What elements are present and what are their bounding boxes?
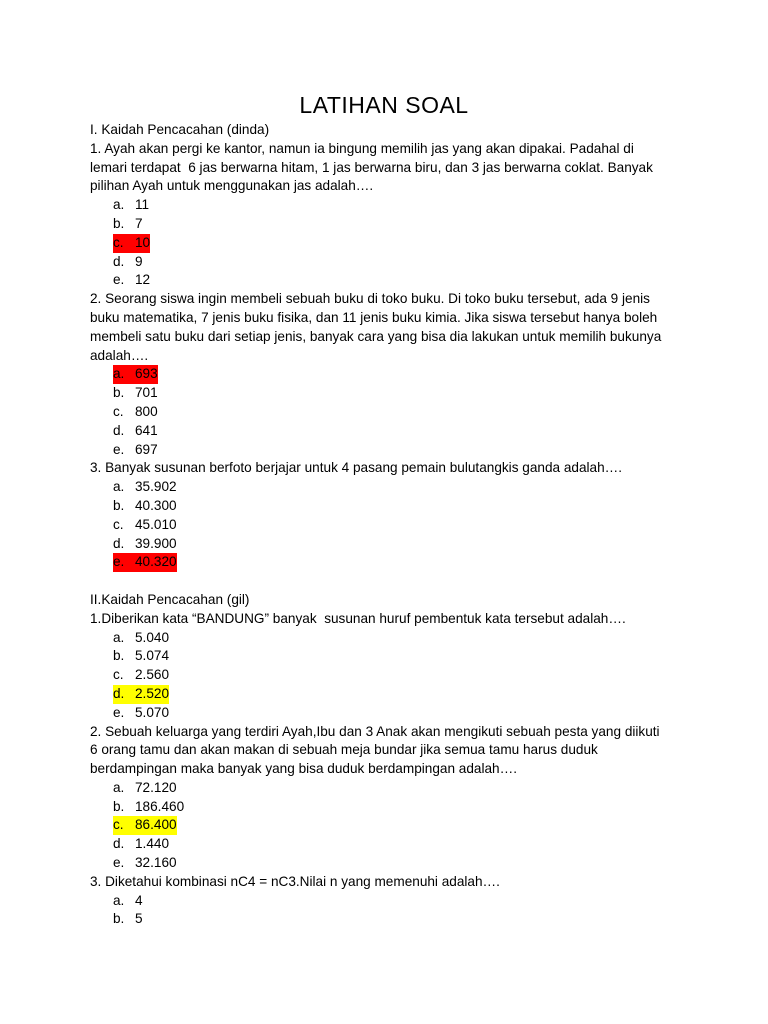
- question-text-line: 1. Ayah akan pergi ke kantor, namun ia bingung memilih jas yang akan dipakai. Padahal di: [90, 140, 634, 156]
- option-value: 1.440: [135, 836, 170, 852]
- option-value: 10: [135, 234, 151, 250]
- option-letter: b.: [113, 798, 125, 814]
- answer-option: [90, 798, 690, 817]
- option-letter: a.: [113, 629, 125, 645]
- option-letter: d.: [113, 422, 125, 438]
- option-body: [113, 892, 143, 911]
- option-letter: a.: [113, 892, 125, 908]
- option-value: 693: [135, 366, 158, 382]
- option-letter: a.: [113, 479, 125, 495]
- option-value: 5.040: [135, 629, 170, 645]
- answer-option: [90, 892, 690, 911]
- option-body: [113, 441, 158, 460]
- question-text-line: 2. Sebuah keluarga yang terdiri Ayah,Ibu dan 3 Anak akan mengikuti sebuah pesta yang diikuti: [90, 723, 660, 739]
- option-letter: d.: [113, 685, 125, 701]
- question-text-line: lemari terdapat 6 jas berwarna hitam, 1 jas berwarna biru, dan 3 jas berwarna coklat. Banyak: [90, 159, 653, 175]
- option-value: 701: [135, 385, 158, 401]
- answer-options: [90, 365, 690, 459]
- question-text-line: 6 orang tamu dan akan makan di sebuah meja bundar jika semua tamu harus duduk: [90, 742, 598, 758]
- answer-option: [90, 854, 690, 873]
- option-body: [113, 854, 177, 873]
- option-letter: e.: [113, 855, 125, 871]
- answer-option: [90, 535, 690, 554]
- option-value: 5.070: [135, 704, 170, 720]
- option-value: 4: [135, 892, 143, 908]
- answer-option: [90, 704, 690, 723]
- option-body: [113, 196, 149, 215]
- option-value: 2.560: [135, 667, 170, 683]
- option-body: [113, 384, 158, 403]
- answer-option: [90, 422, 690, 441]
- answer-option: [90, 779, 690, 798]
- option-body: [113, 629, 169, 648]
- option-value: 9: [135, 253, 143, 269]
- answer-option: [90, 234, 690, 253]
- answer-option: [90, 253, 690, 272]
- option-letter: e.: [113, 272, 125, 288]
- option-value: 32.160: [135, 855, 177, 871]
- answer-option: [90, 196, 690, 215]
- answer-options: [90, 892, 690, 930]
- option-value: 35.902: [135, 479, 177, 495]
- option-letter: a.: [113, 366, 125, 382]
- answer-option: [90, 647, 690, 666]
- answer-option: [90, 835, 690, 854]
- highlighted-answer: [113, 553, 177, 572]
- question-text-line: berdampingan maka banyak yang bisa duduk berdampingan adalah….: [90, 761, 517, 777]
- option-body: [113, 422, 158, 441]
- option-letter: b.: [113, 648, 125, 664]
- answer-option: [90, 271, 690, 290]
- option-letter: b.: [113, 215, 125, 231]
- answer-options: [90, 629, 690, 723]
- option-body: [113, 647, 169, 666]
- option-body: [113, 779, 177, 798]
- question-text-line: buku matematika, 7 jenis buku fisika, dan 11 jenis buku kimia. Jika siswa tersebut hanya boleh: [90, 309, 658, 325]
- option-value: 5: [135, 911, 143, 927]
- option-letter: e.: [113, 441, 125, 457]
- answer-option: [90, 403, 690, 422]
- option-body: [113, 403, 158, 422]
- option-letter: a.: [113, 197, 125, 213]
- option-letter: c.: [113, 667, 124, 683]
- question-text-line: 2. Seorang siswa ingin membeli sebuah buku di toko buku. Di toko buku tersebut, ada 9 jenis: [90, 291, 650, 307]
- answer-options: [90, 478, 690, 572]
- option-value: 12: [135, 272, 151, 288]
- option-value: 7: [135, 215, 143, 231]
- answer-option: [90, 365, 690, 384]
- answer-option: [90, 215, 690, 234]
- answer-options: [90, 779, 690, 873]
- question-text-line: pilihan Ayah untuk menggunakan jas adalah….: [90, 178, 374, 194]
- option-value: 11: [135, 197, 150, 213]
- answer-option: [90, 497, 690, 516]
- option-value: 5.074: [135, 648, 170, 664]
- option-letter: b.: [113, 911, 125, 927]
- option-value: 40.320: [135, 554, 177, 570]
- answer-option: [90, 516, 690, 535]
- section-heading: I. Kaidah Pencacahan (dinda): [90, 122, 270, 137]
- option-value: 186.460: [135, 798, 185, 814]
- option-letter: c.: [113, 403, 124, 419]
- option-value: 86.400: [135, 817, 177, 833]
- highlighted-answer: [113, 816, 177, 835]
- option-body: [113, 798, 184, 817]
- option-letter: d.: [113, 836, 125, 852]
- question-text-line: membeli satu buku dari setiap jenis, banyak cara yang bisa dia lakukan untuk memilih bukunya: [90, 328, 662, 344]
- option-body: [113, 535, 177, 554]
- highlighted-answer: [113, 685, 169, 704]
- option-letter: c.: [113, 516, 124, 532]
- answer-option: [90, 441, 690, 460]
- highlighted-answer: [113, 365, 158, 384]
- option-letter: d.: [113, 535, 125, 551]
- question-text-line: adalah….: [90, 347, 149, 363]
- option-letter: a.: [113, 779, 125, 795]
- option-body: [113, 497, 177, 516]
- option-body: [113, 215, 143, 234]
- option-value: 2.520: [135, 685, 170, 701]
- option-body: [113, 835, 169, 854]
- question-text-line: 3. Banyak susunan berfoto berjajar untuk 4 pasang pemain bulutangkis ganda adalah….: [90, 460, 623, 476]
- option-body: [113, 253, 143, 272]
- answer-option: [90, 910, 690, 929]
- section-heading: II.Kaidah Pencacahan (gil): [90, 591, 250, 607]
- option-body: [113, 910, 143, 929]
- answer-option: [90, 478, 690, 497]
- option-letter: c.: [113, 234, 124, 250]
- option-letter: e.: [113, 704, 125, 720]
- option-letter: c.: [113, 817, 124, 833]
- question-text-line: 1.Diberikan kata “BANDUNG” banyak susunan huruf pembentuk kata tersebut adalah….: [90, 610, 626, 626]
- option-value: 72.120: [135, 779, 177, 795]
- answer-option: [90, 685, 690, 704]
- answer-option: [90, 384, 690, 403]
- option-letter: b.: [113, 497, 125, 513]
- option-value: 800: [135, 403, 158, 419]
- option-value: 697: [135, 441, 158, 457]
- option-body: [113, 516, 177, 535]
- option-letter: b.: [113, 385, 125, 401]
- section-spacer: [90, 572, 690, 591]
- answer-option: [90, 553, 690, 572]
- highlighted-answer: [113, 234, 150, 253]
- answer-option: [90, 629, 690, 648]
- option-value: 39.900: [135, 535, 177, 551]
- option-letter: e.: [113, 554, 125, 570]
- option-letter: d.: [113, 253, 125, 269]
- option-body: [113, 704, 169, 723]
- option-body: [113, 666, 169, 685]
- option-value: 45.010: [135, 516, 177, 532]
- question-text-line: 3. Diketahui kombinasi nC4 = nC3.Nilai n yang memenuhi adalah….: [90, 873, 500, 889]
- option-value: 641: [135, 422, 158, 438]
- document-body: [90, 121, 690, 929]
- page-title: LATIHAN SOAL: [299, 92, 469, 118]
- answer-option: [90, 666, 690, 685]
- answer-options: [90, 196, 690, 290]
- answer-option: [90, 816, 690, 835]
- option-value: 40.300: [135, 497, 177, 513]
- option-body: [113, 271, 150, 290]
- option-body: [113, 478, 177, 497]
